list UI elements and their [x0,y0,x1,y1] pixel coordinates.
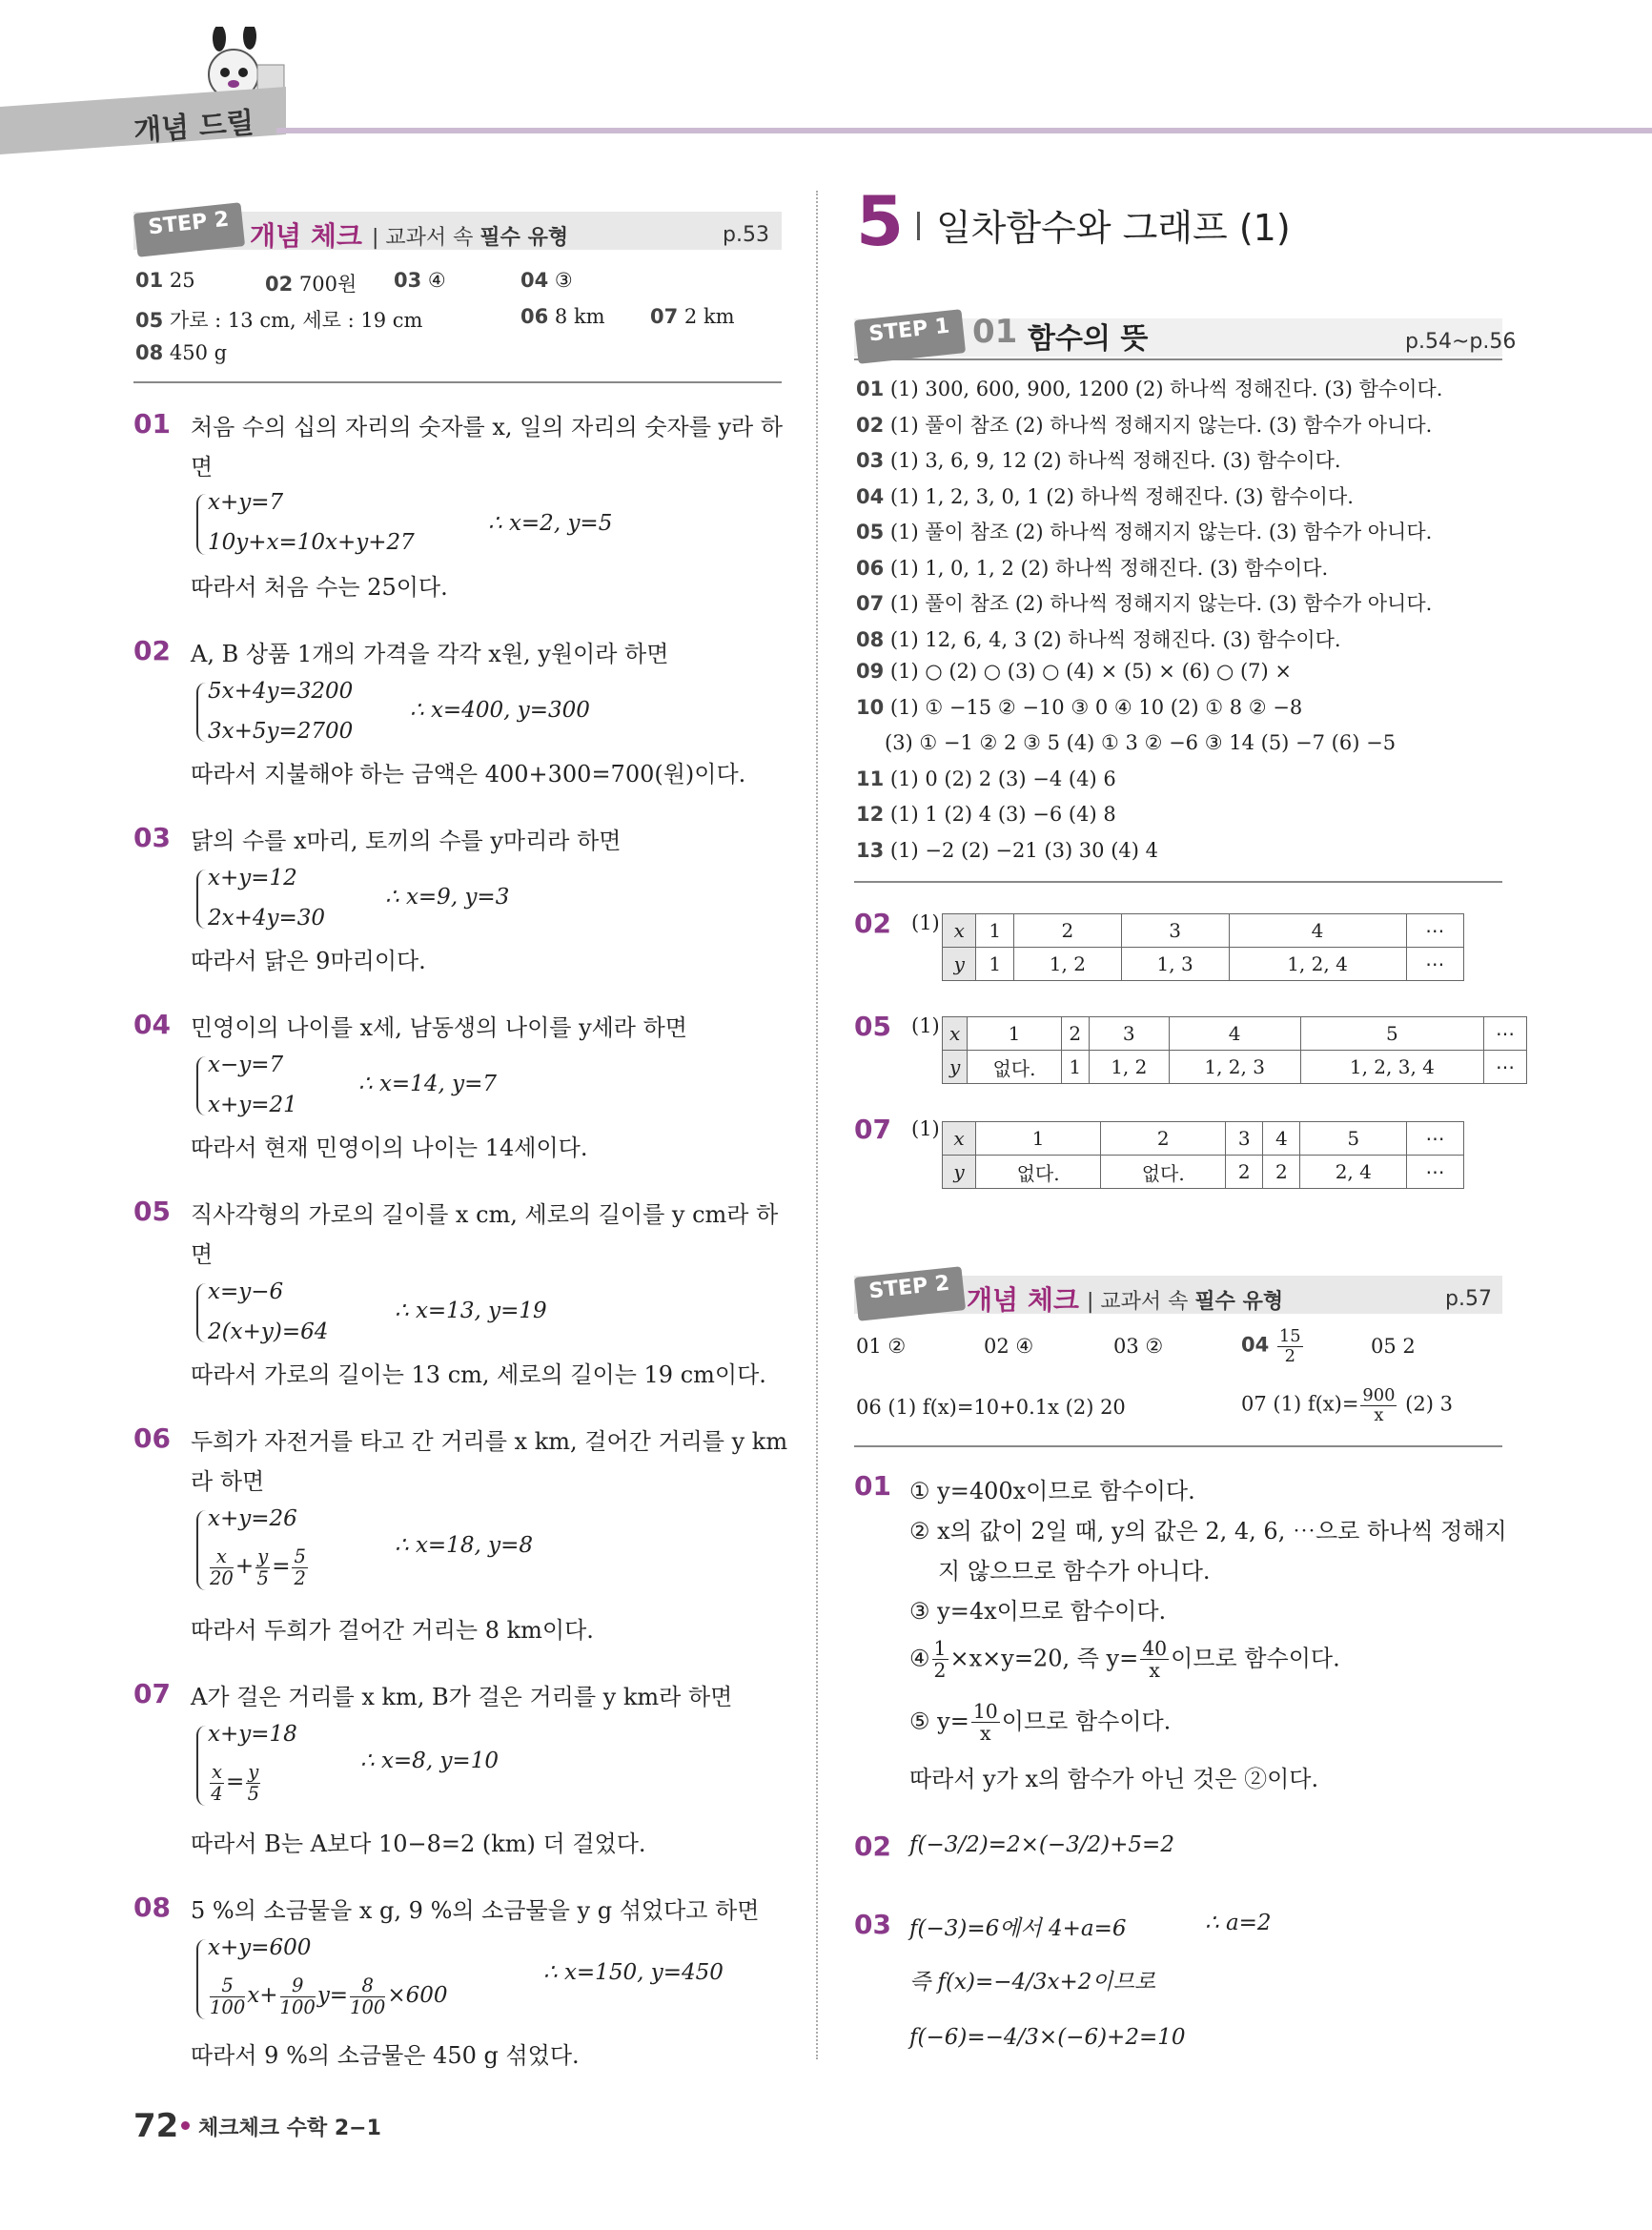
answer-line: (3) ① −1 ② 2 ③ 5 (4) ① 3 ② −6 ③ 14 (5) −7 (6) −5 [885,731,1397,754]
solution-line: f(−3/2)=2×(−3/2)+5=2 [909,1832,1174,1857]
header-label: 개념 드릴 [133,106,255,149]
problem-number: 06 [133,1422,171,1454]
problem-number: 07 [133,1678,171,1709]
equation: x+y=7 [208,490,284,515]
answer-line: 06 (1) 1, 0, 1, 2 (2) 하나씩 정해진다. (3) 함수이다. [856,556,1329,580]
table-cell: ⋯ [1406,914,1464,948]
equation: x−y=7 [208,1053,284,1077]
answer-item: 04 ③ [520,269,573,292]
equation: 2(x+y)=64 [208,1320,329,1344]
divider [133,381,782,383]
answer-item: 01 25 [135,269,195,292]
problem-text: 직사각형의 가로의 길이를 x cm, 세로의 길이를 y cm라 하 [191,1201,779,1228]
problem-number: 02 [854,1831,891,1862]
solution-line: f(−6)=−4/3×(−6)+2=10 [909,2025,1186,2050]
answer-line: 07 (1) 풀이 참조 (2) 하나씩 정해지지 않는다. (3) 함수가 아니다. [856,592,1433,615]
answer-line: 03 (1) 3, 6, 9, 12 (2) 하나씩 정해진다. (3) 함수이다. [856,449,1341,472]
equation: 2x+4y=30 [208,906,326,931]
section-title: 함수의 뜻 [1028,322,1149,356]
conclusion: 따라서 지불해야 하는 금액은 400+300=700(원)이다. [191,761,746,788]
answer-item: 05 가로 : 13 cm, 세로 : 19 cm [135,309,423,332]
conclusion: 따라서 y가 x의 함수가 아닌 것은 ②이다. [909,1766,1319,1792]
divider [854,358,1502,360]
answer-item: 03 ② [1113,1335,1164,1358]
table-cell: 없다. [968,1051,1061,1084]
problem-text: 면 [191,1241,214,1268]
problem-number: 03 [133,822,171,853]
column-divider [816,191,818,2059]
book-title: 체크체크 수학 2−1 [198,2117,381,2140]
step-page-ref: p.53 [723,223,769,247]
equation: 10y+x=10x+y+27 [208,530,415,555]
table-row [943,1122,1464,1156]
page-number: 72 [133,2107,179,2145]
answer-item: 05 2 [1371,1335,1416,1358]
problem-number: 07 [854,1114,891,1145]
problem-text: 라 하면 [191,1468,265,1495]
solution: ∴ x=14, y=7 [358,1072,497,1096]
problem-number: 02 [854,908,891,939]
table-cell: 2 [1101,1122,1226,1156]
table-cell: 1 [976,914,1014,948]
problem-text: 5 %의 소금물을 x g, 9 %의 소금물을 y g 섞었다고 하면 [191,1897,760,1924]
conclusion: 따라서 9 %의 소금물은 450 g 섞었다. [191,2042,580,2069]
table-cell: 2, 4 [1300,1156,1407,1189]
answer-item: 06 (1) f(x)=10+0.1x (2) 20 [856,1396,1126,1419]
solution-line: 즉 f(x)=−4/3x+2이므로 [909,1970,1156,1995]
equation: 3x+5y=2700 [208,719,354,744]
step-badge: STEP 2 [133,202,245,257]
answer-item: 08 450 g [135,341,228,364]
problem-text: 닭의 수를 x마리, 토끼의 수를 y마리라 하면 [191,828,622,854]
conclusion: 따라서 가로의 길이는 13 cm, 세로의 길이는 19 cm이다. [191,1361,766,1388]
table-cell: 1, 2, 3 [1169,1051,1300,1084]
table-cell: 1, 2, 3, 4 [1300,1051,1483,1084]
table [942,1121,1464,1189]
answer-line: 10 (1) ① −15 ② −10 ③ 0 ④ 10 (2) ① 8 ② −8 [856,695,1303,719]
step-page-ref: p.54~p.56 [1405,330,1517,354]
step-subtitle: | 교과서 속 필수 유형 [372,226,569,250]
table-cell: 1, 3 [1121,948,1229,981]
step-title: 개념 체크 [967,1284,1079,1316]
equation: x+y=26 [208,1506,297,1531]
problem-number: 04 [133,1009,171,1040]
table-cell: x [943,1122,976,1156]
answer-item: 02 700원 [265,273,357,296]
step-badge: STEP 2 [854,1266,966,1321]
problem-number: 05 [133,1196,171,1227]
problem-number: 05 [854,1011,891,1042]
solution-line: ∴ a=2 [1205,1911,1272,1935]
conclusion: 따라서 처음 수는 25이다. [191,574,448,601]
table-cell: 1, 2 [1013,948,1121,981]
solution: ∴ x=400, y=300 [410,698,590,723]
equation-fraction: $\frac{5}{100}$ x+ $\frac{9}{100}$ y= $\frac{8}{100}$ ×600 [210,1974,448,2018]
equation: x+y=21 [208,1093,297,1117]
solution-line: ③ y=4x이므로 함수이다. [909,1598,1167,1625]
divider [854,1445,1502,1447]
problem-number: 03 [854,1909,891,1940]
system-brace [196,1283,206,1342]
table-row [943,948,1464,981]
answer-line: 12 (1) 1 (2) 4 (3) −6 (4) 8 [856,803,1116,826]
answer-line: 04 (1) 1, 2, 3, 0, 1 (2) 하나씩 정해진다. (3) 함수이다. [856,484,1354,508]
table-cell: x [943,1017,968,1051]
conclusion: 따라서 닭은 9마리이다. [191,948,426,974]
problem-text: 면 [191,454,214,481]
table-cell: 3 [1121,914,1229,948]
table-cell: y [943,1051,968,1084]
solution: ∴ x=8, y=10 [360,1749,499,1773]
answer-item: 07 2 km [650,305,735,328]
table-cell: 2 [1226,1156,1263,1189]
step-subtitle: | 교과서 속 필수 유형 [1087,1290,1284,1314]
answer-line: 05 (1) 풀이 참조 (2) 하나씩 정해지지 않는다. (3) 함수가 아니다. [856,521,1433,543]
system-brace [196,1510,206,1590]
answer-item: 01 ② [856,1335,907,1358]
solution: ∴ x=9, y=3 [385,885,510,910]
step-title: 개념 체크 [250,220,362,252]
answer-line: 01 (1) 300, 600, 900, 1200 (2) 하나씩 정해진다. (3) 함수이다. [856,378,1443,400]
conclusion: 따라서 현재 민영이의 나이는 14세이다. [191,1135,588,1161]
solution-line: ② x의 값이 2일 때, y의 값은 2, 4, 6, ⋯으로 하나씩 정해지 [909,1518,1507,1545]
table-cell: 1 [1061,1051,1089,1084]
chapter-title: 일차함수와 그래프 (1) [936,207,1291,249]
table-cell: 2 [1013,914,1121,948]
solution-line: f(−3)=6에서 4+a=6 [909,1916,1127,1941]
table-row [943,1156,1464,1189]
system-brace [196,1939,206,2019]
table-row [943,1017,1527,1051]
equation: x+y=600 [208,1935,312,1960]
solution: ∴ x=18, y=8 [395,1533,533,1558]
part-label: (1) [911,911,940,934]
problem-text: 두희가 자전거를 타고 간 거리를 x km, 걸어간 거리를 y km [191,1428,788,1455]
equation: x+y=12 [208,866,297,890]
solution: ∴ x=150, y=450 [543,1960,724,1985]
table-cell: 1 [976,1122,1101,1156]
table-cell: ⋯ [1484,1017,1527,1051]
chapter-separator [917,212,920,240]
table-cell: 1, 2 [1089,1051,1169,1084]
table-cell: 없다. [1101,1156,1226,1189]
answer-line: 13 (1) −2 (2) −21 (3) 30 (4) 4 [856,838,1158,862]
answer-item: 04 $\frac{15}{2}$ [1241,1326,1301,1366]
answer-item: 03 ④ [394,269,446,292]
answer-item: 07 (1) f(x)= $\frac{900}{x}$ (2) 3 [1241,1385,1453,1425]
header-rule [276,128,1652,133]
equation: 5x+4y=3200 [208,679,354,704]
problem-text: A, B 상품 1개의 가격을 각각 x원, y원이라 하면 [191,641,669,667]
system-brace [196,494,206,555]
divider [854,881,1502,883]
equation: x=y−6 [208,1279,284,1304]
table-cell: 2 [1263,1156,1300,1189]
step-page-ref: p.57 [1445,1287,1492,1311]
solution-line: ⑤ y= $\frac{10}{x}$ 이므로 함수이다. [909,1700,1172,1746]
table-cell: 4 [1263,1122,1300,1156]
table-cell: ⋯ [1484,1051,1527,1084]
table-cell: 1 [976,948,1014,981]
problem-text: A가 걸은 거리를 x km, B가 걸은 거리를 y km라 하면 [191,1684,733,1710]
table-cell: 5 [1300,1122,1407,1156]
answer-line: 11 (1) 0 (2) 2 (3) −4 (4) 6 [856,767,1116,790]
footer-dot [181,2121,190,2130]
table-cell: 1, 2, 4 [1229,948,1406,981]
system-brace [196,1726,206,1806]
solution-line: ① y=400x이므로 함수이다. [909,1478,1195,1504]
table-cell: x [943,914,976,948]
chapter-number: 5 [856,181,905,261]
table-row [943,914,1464,948]
answer-item: 02 ④ [984,1335,1034,1358]
answer-line: 02 (1) 풀이 참조 (2) 하나씩 정해지지 않는다. (3) 함수가 아니다. [856,413,1433,437]
answer-line: 08 (1) 12, 6, 4, 3 (2) 하나씩 정해진다. (3) 함수이다. [856,627,1341,651]
system-brace [196,1056,206,1115]
table-cell: y [943,948,976,981]
table-cell: ⋯ [1406,948,1464,981]
problem-number: 01 [133,408,171,440]
table-cell: ⋯ [1407,1156,1464,1189]
conclusion: 따라서 B는 A보다 10−8=2 (km) 더 걸었다. [191,1831,646,1857]
table-cell: 2 [1061,1017,1089,1051]
table-cell: 4 [1229,914,1406,948]
table-cell: 4 [1169,1017,1300,1051]
conclusion: 따라서 두희가 걸어간 거리는 8 km이다. [191,1617,594,1644]
equation-fraction: $\frac{x}{20}$ + $\frac{y}{5}$ = $\frac{5}{2}$ [210,1545,306,1589]
solution-line: 지 않으므로 함수가 아니다. [938,1558,1211,1585]
system-brace [196,869,206,929]
problem-text: 처음 수의 십의 자리의 숫자를 x, 일의 자리의 숫자를 y라 하 [191,414,784,440]
solution: ∴ x=13, y=19 [395,1299,547,1323]
table-cell: 3 [1226,1122,1263,1156]
section-number: 01 [972,313,1018,351]
table-cell: y [943,1156,976,1189]
problem-text: 민영이의 나이를 x세, 남동생의 나이를 y세라 하면 [191,1014,687,1041]
table-cell: 3 [1089,1017,1169,1051]
step-badge: STEP 1 [854,309,966,364]
part-label: (1) [911,1014,940,1037]
table [942,1016,1527,1084]
solution: ∴ x=2, y=5 [488,511,613,536]
solution-line: ④ $\frac{1}{2}$ ×x×y=20, 즉 y= $\frac{40}{x}$ 이므로 함수이다. [909,1637,1340,1683]
system-brace [196,683,206,742]
table-cell: ⋯ [1407,1122,1464,1156]
problem-number: 01 [854,1470,891,1502]
equation: x+y=18 [208,1722,297,1747]
problem-number: 02 [133,635,171,666]
answer-item: 06 8 km [520,305,605,328]
table-row [943,1051,1527,1084]
table [942,913,1464,981]
answer-line: 09 (1) ○ (2) ○ (3) ○ (4) × (5) × (6) ○ (7) × [856,660,1293,683]
table-cell: 없다. [976,1156,1101,1189]
part-label: (1) [911,1117,940,1140]
problem-number: 08 [133,1892,171,1923]
table-cell: 5 [1300,1017,1483,1051]
table-cell: 1 [968,1017,1061,1051]
equation-fraction: $\frac{x}{4}$ = $\frac{y}{5}$ [211,1761,260,1805]
